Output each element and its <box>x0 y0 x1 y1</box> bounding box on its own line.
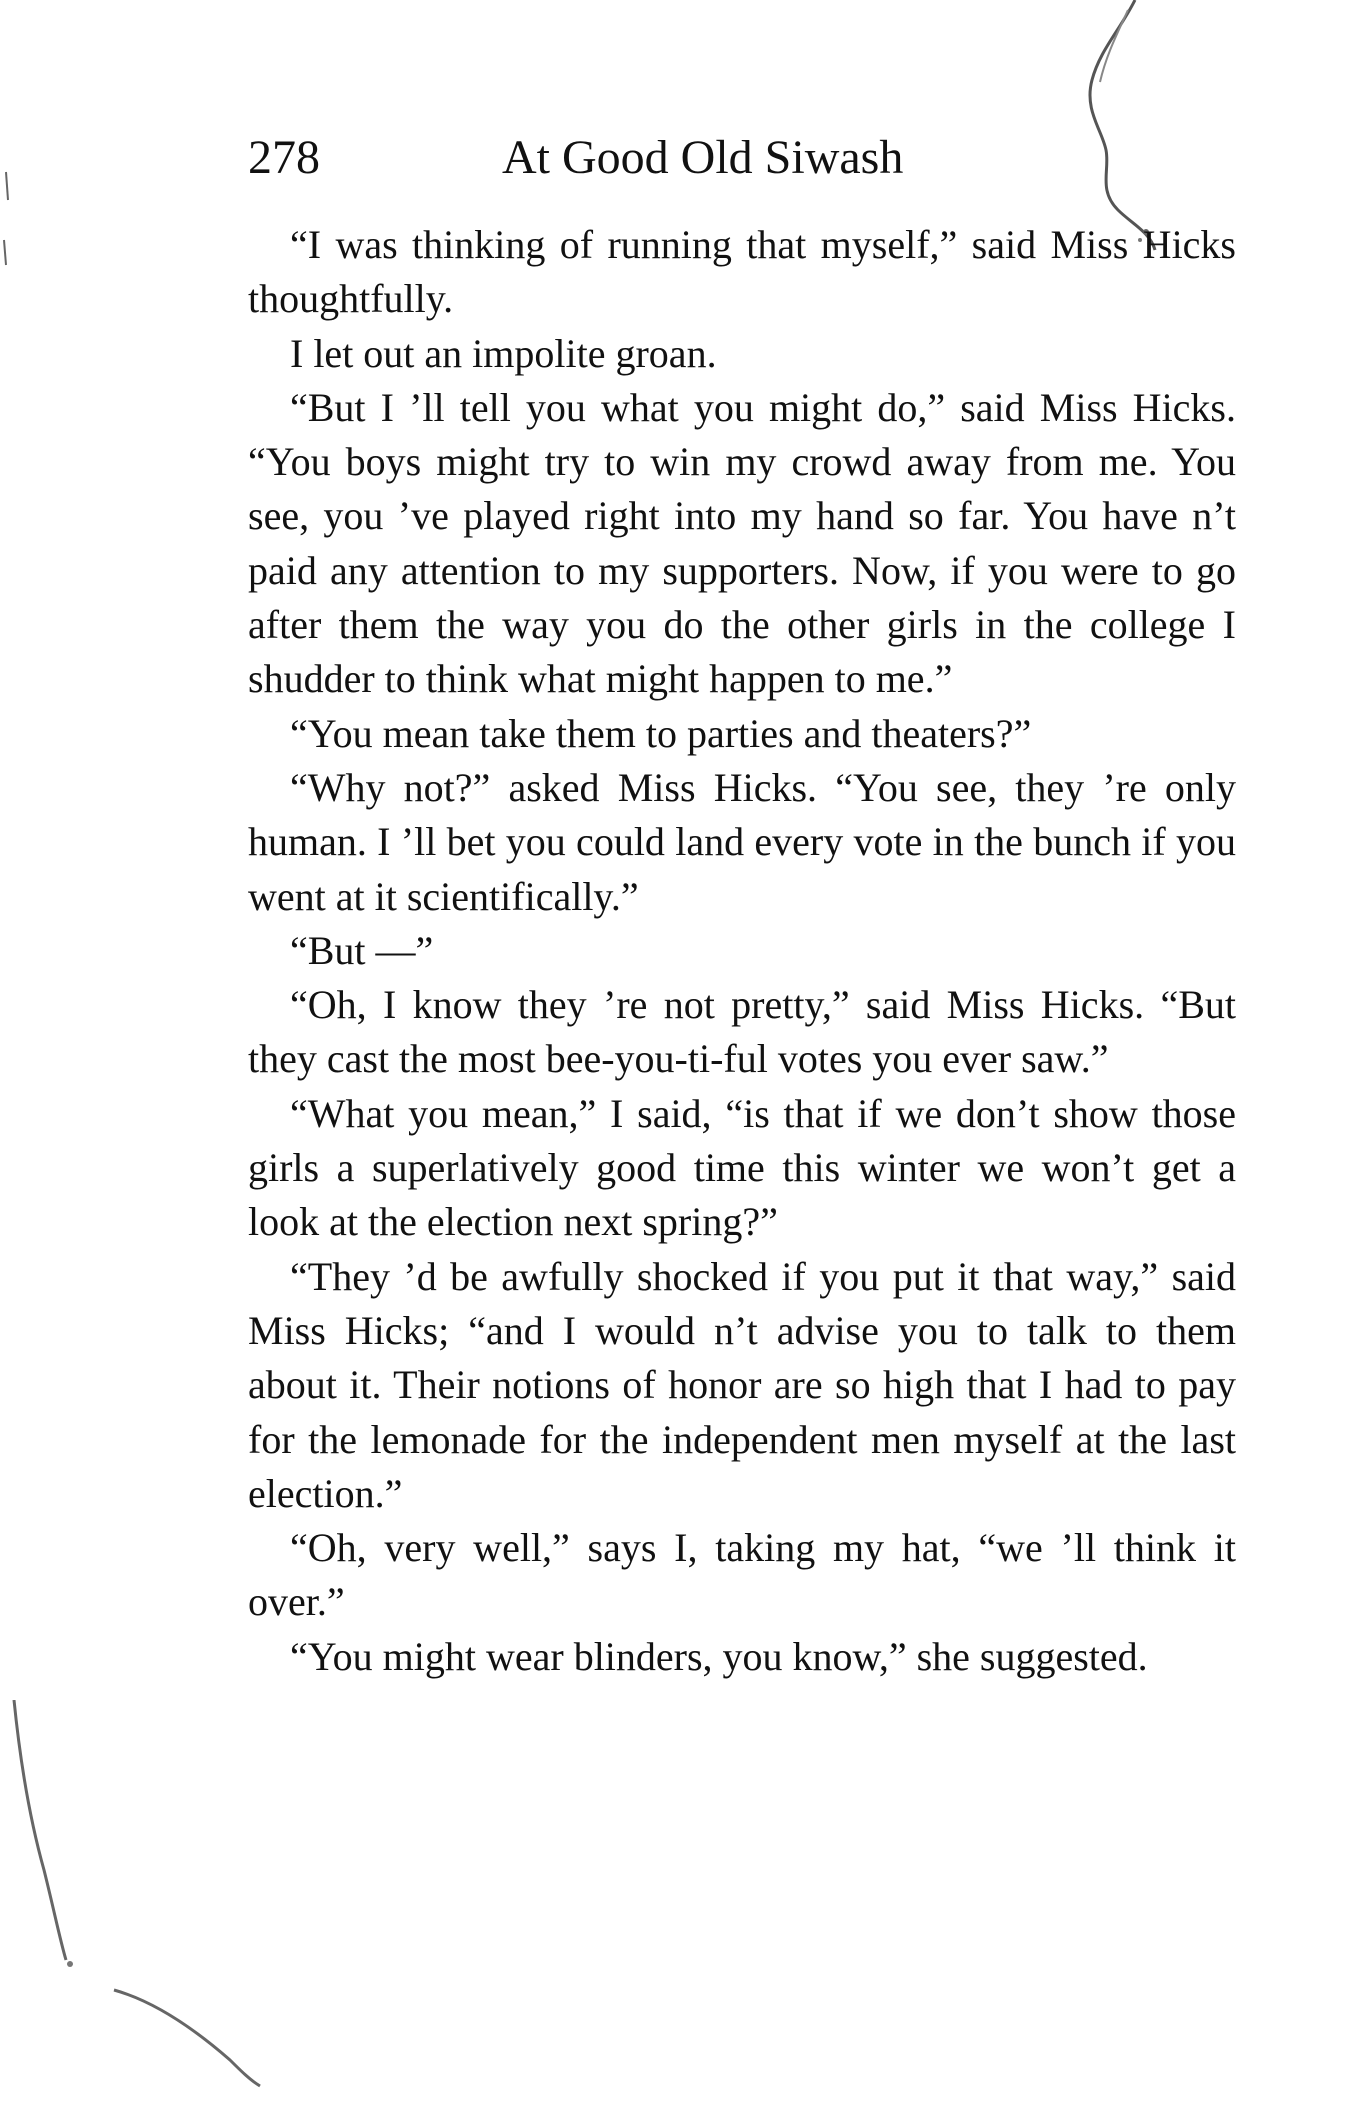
running-title: At Good Old Siwash <box>502 131 904 184</box>
paragraph: “But —” <box>290 927 434 973</box>
paragraph: “They ’d be awfully shocked if you put it that way,” said Miss Hicks; “and I would n’t advise you to talk to them about it. Their notions of honor are so high that I had to pay for the lemonade for the independent men myself at the last election.” <box>248 1253 1236 1516</box>
body-text <box>248 218 1236 1684</box>
paragraph: “What you mean,” I said, “is that if we don’t show those girls a superlatively good time this winter we won’t get a look at the election next spring?” <box>248 1090 1236 1245</box>
paragraph: “Oh, very well,” says I, taking my hat, “we ’ll think it over.” <box>248 1525 1236 1625</box>
paragraph: I let out an impolite groan. <box>290 330 717 376</box>
paragraph: “Oh, I know they ’re not pretty,” said Miss Hicks. “But they cast the most bee-you-ti-ful votes you ever saw.” <box>248 982 1236 1082</box>
paragraph: “But I ’ll tell you what you might do,” said Miss Hicks. “You boys might try to win my crowd away from me. You see, you ’ve played right into my hand so far. You have n’t paid any attention to my supporters. Now, if you were to go after them the way you do the other girls in the college I shudder to think what might happen to me.” <box>248 384 1236 702</box>
left-margin-mark-bottom <box>0 1700 90 1970</box>
left-margin-mark-top <box>0 170 20 270</box>
page-header <box>248 128 1008 188</box>
paragraph: “You mean take them to parties and theaters?” <box>290 710 1032 756</box>
bottom-corner-mark <box>110 1980 270 2090</box>
page-number: 278 <box>248 131 320 184</box>
paragraph: “Why not?” asked Miss Hicks. “You see, they ’re only human. I ’ll bet you could land every vote in the bunch if you went at it scientifically.” <box>248 764 1236 919</box>
paragraph: “I was thinking of running that myself,” said Miss Hicks thoughtfully. <box>248 222 1236 322</box>
paragraph: “You might wear blinders, you know,” she suggested. <box>290 1633 1148 1679</box>
